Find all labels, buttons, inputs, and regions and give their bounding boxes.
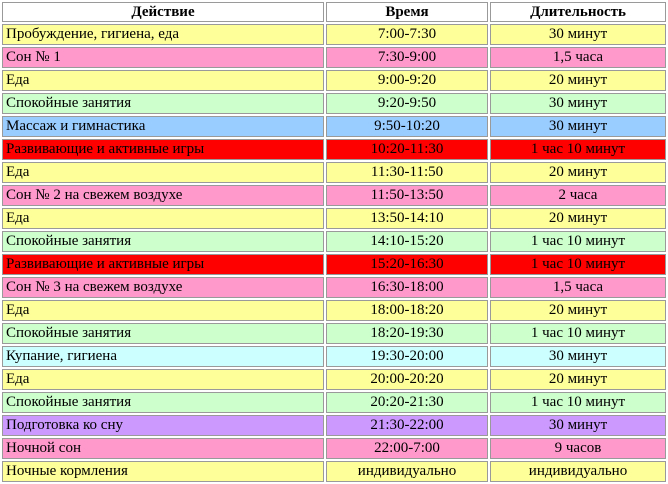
time-cell: 16:30-18:00 [326, 277, 488, 298]
action-cell: Еда [2, 70, 324, 91]
table-row [2, 277, 666, 298]
action-cell: Массаж и гимнастика [2, 116, 324, 137]
action-cell: Спокойные занятия [2, 323, 324, 344]
duration-cell: 2 часа [490, 185, 666, 206]
duration-cell: 20 минут [490, 208, 666, 229]
time-cell: 13:50-14:10 [326, 208, 488, 229]
table-row [2, 139, 666, 160]
time-cell: 7:00-7:30 [326, 24, 488, 45]
action-cell: Еда [2, 369, 324, 390]
duration-cell: 20 минут [490, 70, 666, 91]
time-cell: 9:50-10:20 [326, 116, 488, 137]
table-row [2, 346, 666, 367]
duration-cell: 1 час 10 минут [490, 139, 666, 160]
duration-cell: 30 минут [490, 24, 666, 45]
table-row [2, 438, 666, 459]
duration-cell: 20 минут [490, 300, 666, 321]
table-row [2, 254, 666, 275]
action-cell: Сон № 2 на свежем воздухе [2, 185, 324, 206]
table-row [2, 208, 666, 229]
duration-cell: 30 минут [490, 93, 666, 114]
table-row [2, 415, 666, 436]
duration-cell: 1 час 10 минут [490, 254, 666, 275]
duration-cell: 1 час 10 минут [490, 323, 666, 344]
header-row [2, 2, 666, 22]
duration-cell: 20 минут [490, 162, 666, 183]
time-cell: индивидуально [326, 461, 488, 482]
duration-cell: 1,5 часа [490, 47, 666, 68]
duration-cell: 9 часов [490, 438, 666, 459]
action-cell: Еда [2, 300, 324, 321]
table-row [2, 24, 666, 45]
table-row [2, 392, 666, 413]
time-cell: 9:20-9:50 [326, 93, 488, 114]
duration-cell: 1 час 10 минут [490, 392, 666, 413]
table-row [2, 70, 666, 91]
table-row [2, 300, 666, 321]
time-cell: 15:20-16:30 [326, 254, 488, 275]
table-row [2, 461, 666, 482]
time-cell: 20:00-20:20 [326, 369, 488, 390]
action-cell: Еда [2, 208, 324, 229]
duration-cell: 30 минут [490, 346, 666, 367]
action-cell: Подготовка ко сну [2, 415, 324, 436]
action-cell: Развивающие и активные игры [2, 139, 324, 160]
duration-cell: 1,5 часа [490, 277, 666, 298]
duration-cell: 30 минут [490, 116, 666, 137]
time-cell: 11:30-11:50 [326, 162, 488, 183]
table-row [2, 369, 666, 390]
duration-cell: 30 минут [490, 415, 666, 436]
action-cell: Спокойные занятия [2, 231, 324, 252]
action-cell: Купание, гигиена [2, 346, 324, 367]
table-row [2, 47, 666, 68]
action-cell: Ночной сон [2, 438, 324, 459]
time-cell: 20:20-21:30 [326, 392, 488, 413]
time-cell: 18:00-18:20 [326, 300, 488, 321]
column-header-duration: Длительность [490, 2, 666, 22]
column-header-action: Действие [2, 2, 324, 22]
time-cell: 18:20-19:30 [326, 323, 488, 344]
time-cell: 14:10-15:20 [326, 231, 488, 252]
time-cell: 7:30-9:00 [326, 47, 488, 68]
schedule-body [2, 24, 666, 482]
column-header-time: Время [326, 2, 488, 22]
duration-cell: 1 час 10 минут [490, 231, 666, 252]
action-cell: Развивающие и активные игры [2, 254, 324, 275]
time-cell: 21:30-22:00 [326, 415, 488, 436]
action-cell: Спокойные занятия [2, 93, 324, 114]
table-row [2, 185, 666, 206]
duration-cell: индивидуально [490, 461, 666, 482]
time-cell: 11:50-13:50 [326, 185, 488, 206]
action-cell: Ночные кормления [2, 461, 324, 482]
duration-cell: 20 минут [490, 369, 666, 390]
table-row [2, 231, 666, 252]
time-cell: 9:00-9:20 [326, 70, 488, 91]
table-row [2, 116, 666, 137]
time-cell: 10:20-11:30 [326, 139, 488, 160]
action-cell: Сон № 1 [2, 47, 324, 68]
time-cell: 19:30-20:00 [326, 346, 488, 367]
table-row [2, 323, 666, 344]
action-cell: Пробуждение, гигиена, еда [2, 24, 324, 45]
table-row [2, 93, 666, 114]
action-cell: Сон № 3 на свежем воздухе [2, 277, 324, 298]
action-cell: Еда [2, 162, 324, 183]
time-cell: 22:00-7:00 [326, 438, 488, 459]
action-cell: Спокойные занятия [2, 392, 324, 413]
table-row [2, 162, 666, 183]
